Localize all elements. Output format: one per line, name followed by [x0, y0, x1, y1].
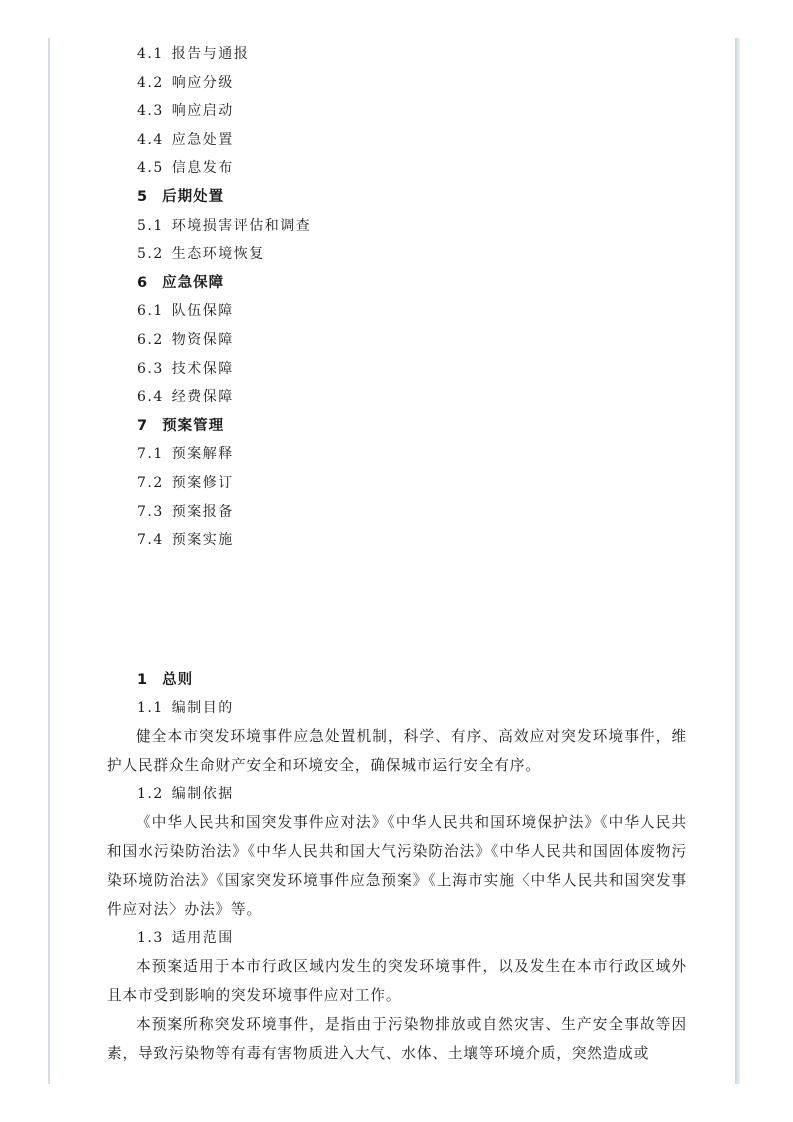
subsection-heading-1-2 [107, 780, 687, 808]
toc-subsection-entry [137, 326, 537, 355]
document-body [107, 666, 687, 1068]
page-right-shadow [735, 38, 740, 1084]
paragraph-scope: 本预案适用于本市行政区域内发生的突发环境事件，以及发生在本市行政区域外且本市受到影响的突发环境事件应对工作。 [107, 958, 687, 1004]
toc-subsection-entry [137, 69, 537, 98]
subsection-number: 1.1 [137, 700, 164, 716]
toc-entry-number: 7.3 [137, 503, 164, 520]
paragraph-basis: 《中华人民共和国突发事件应对法》《中华人民共和国环境保护法》《中华人民共和国水污染防治法》《中华人民共和国大气污染防治法》《中华人民共和国固体废物污染环境防治法》《国家突发环境事件应急预案》《上海市实施〈中华人民共和国突发事件应对法〉办法》等。 [107, 814, 687, 918]
toc-entry-number: 4.4 [137, 131, 164, 148]
toc-entry-title: 生态环境恢复 [171, 246, 265, 263]
toc-entry-title: 后期处置 [162, 188, 225, 205]
toc-entry-number: 7 [137, 417, 149, 434]
toc-subsection-entry [137, 240, 537, 269]
toc-entry-title: 预案实施 [171, 532, 234, 549]
toc-entry-number: 4.2 [137, 74, 164, 91]
toc-entry-number: 6 [137, 274, 149, 291]
toc-subsection-entry [137, 383, 537, 412]
toc-entry-number: 6.1 [137, 303, 164, 320]
toc-entry-title: 预案修订 [171, 474, 234, 491]
toc-entry-number: 7.4 [137, 532, 164, 549]
toc-entry-title: 预案报备 [171, 503, 234, 520]
toc-entry-title: 响应分级 [171, 74, 234, 91]
toc-entry-title: 队伍保障 [171, 303, 234, 320]
toc-entry-title: 报告与通报 [171, 46, 250, 62]
toc-subsection-entry [137, 355, 537, 384]
paragraph-definition: 本预案所称突发环境事件，是指由于污染物排放或自然灾害、生产安全事故等因素，导致污染物等有毒有害物质进入大气、水体、土壤等环境介质，突然造成或 [107, 1016, 687, 1062]
subsection-title: 适用范围 [171, 930, 234, 946]
toc-entry-title: 信息发布 [171, 160, 234, 177]
section-number: 1 [137, 672, 149, 688]
subsection-number: 1.3 [137, 930, 164, 946]
subsection-number: 1.2 [137, 786, 164, 802]
toc-subsection-entry [137, 40, 537, 69]
subsection-heading-1-3 [107, 924, 687, 952]
toc-entry-number: 6.2 [137, 331, 164, 348]
toc-subsection-entry [137, 498, 537, 527]
toc-subsection-entry [137, 97, 537, 126]
toc-entry-number: 5.2 [137, 246, 164, 263]
toc-entry-title: 经费保障 [171, 389, 234, 406]
toc-subsection-entry [137, 297, 537, 326]
toc-entry-number: 4.3 [137, 103, 164, 120]
toc-entry-number: 4.1 [137, 46, 164, 62]
toc-entry-title: 预案解释 [171, 446, 234, 463]
section-title: 总则 [162, 672, 194, 688]
subsection-title: 编制依据 [171, 786, 234, 802]
toc-entry-title: 物资保障 [171, 331, 234, 348]
subsection-title: 编制目的 [171, 700, 234, 716]
table-of-contents [137, 40, 537, 555]
section-heading-1 [107, 666, 687, 694]
toc-entry-number: 7.2 [137, 474, 164, 491]
toc-entry-number: 7.1 [137, 446, 164, 463]
toc-entry-number: 6.4 [137, 389, 164, 406]
toc-subsection-entry [137, 469, 537, 498]
toc-section-entry [137, 412, 537, 441]
toc-subsection-entry [137, 526, 537, 555]
toc-entry-number: 4.5 [137, 160, 164, 177]
toc-entry-number: 5.1 [137, 217, 164, 234]
toc-entry-title: 技术保障 [171, 360, 234, 377]
toc-entry-title: 应急处置 [171, 131, 234, 148]
paragraph-purpose: 健全本市突发环境事件应急处置机制，科学、有序、高效应对突发环境事件，维护人民群众生命财产安全和环境安全，确保城市运行安全有序。 [107, 728, 687, 774]
toc-entry-number: 6.3 [137, 360, 164, 377]
toc-entry-title: 预案管理 [162, 417, 225, 434]
toc-section-entry [137, 269, 537, 298]
toc-subsection-entry [137, 212, 537, 241]
subsection-heading-1-1 [107, 694, 687, 722]
toc-entry-title: 响应启动 [171, 103, 234, 120]
toc-subsection-entry [137, 440, 537, 469]
toc-section-entry [137, 183, 537, 212]
toc-entry-number: 5 [137, 188, 149, 205]
page-left-border [48, 38, 50, 1084]
toc-entry-title: 环境损害评估和调查 [171, 217, 312, 234]
toc-subsection-entry [137, 126, 537, 155]
toc-entry-title: 应急保障 [162, 274, 225, 291]
toc-subsection-entry [137, 154, 537, 183]
